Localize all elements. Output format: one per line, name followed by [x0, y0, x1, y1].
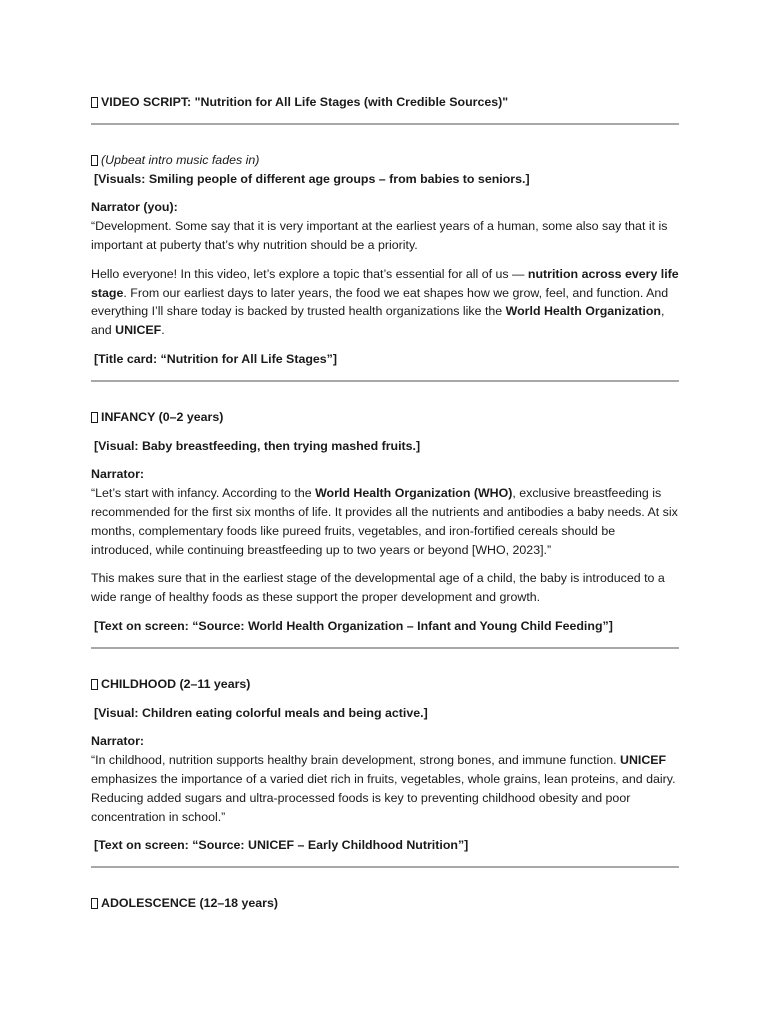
infancy-narrator-label: Narrator: [91, 467, 145, 482]
intro-music-text: (Upbeat intro music fades in) [101, 152, 260, 167]
bold-run: World Health Organization (WHO) [315, 486, 513, 501]
childhood-source: [Text on screen: “Source: UNICEF – Early Childhood Nutrition”] [94, 838, 469, 853]
document-page [91, 90, 679, 913]
divider [91, 866, 679, 868]
childhood-narrator-label: Narrator: [91, 734, 145, 749]
missing-emoji-icon [91, 155, 98, 166]
text-run: Hello everyone! In this video, let’s explore a topic that’s essential for all of us — [91, 266, 528, 281]
childhood-heading [91, 675, 679, 694]
text-run: . From our earliest days to later years, the food we eat shapes how we grow, feel, and function. And everything I’ll share today is backed by trusted health organizations like the [91, 285, 669, 319]
infancy-visual: [Visual: Baby breastfeeding, then trying mashed fruits.] [94, 438, 421, 453]
childhood-heading-text: CHILDHOOD (2–11 years) [101, 676, 251, 691]
divider [91, 647, 679, 649]
intro-music [91, 151, 679, 170]
text-run: emphasizes the importance of a varied diet rich in fruits, vegetables, whole grains, lean proteins, and dairy. Reducing added sugars and ultra-processed foods is key to preventing childhood obesity and poor concentration in school.” [91, 771, 676, 824]
bold-run: nutrition across every life stage [91, 266, 679, 300]
intro-paragraph-2 [91, 265, 679, 340]
childhood-paragraph-1 [91, 751, 679, 826]
intro-visual: [Visuals: Smiling people of different age groups – from babies to seniors.] [94, 171, 530, 186]
text-run: . [161, 323, 165, 338]
intro-title-card: [Title card: “Nutrition for All Life Stages”] [94, 351, 338, 366]
script-title [91, 93, 679, 112]
bold-run: World Health Organization [505, 304, 661, 319]
bold-run: UNICEF [115, 323, 162, 338]
divider [91, 123, 679, 125]
missing-emoji-icon [91, 412, 98, 423]
script-title-text: VIDEO SCRIPT: "Nutrition for All Life Stages (with Credible Sources)" [101, 95, 509, 109]
adolescence-heading [91, 894, 679, 913]
intro-paragraph-1: “Development. Some say that it is very important at the earliest years of a human, some also say that it is important at puberty that’s why nutrition should be a priority. [91, 219, 668, 252]
infancy-heading-text: INFANCY (0–2 years) [101, 409, 224, 424]
divider [91, 380, 679, 382]
infancy-paragraph-1 [91, 484, 679, 559]
bold-run: UNICEF [620, 753, 667, 768]
missing-emoji-icon [91, 679, 98, 690]
infancy-paragraph-2: This makes sure that in the earliest stage of the developmental age of a child, the baby is introduced to a wide range of healthy foods as these support the proper development and growth. [91, 571, 665, 605]
missing-emoji-icon [91, 97, 98, 108]
text-run: , exclusive breastfeeding is recommended for the first six months of life. It provides all the nutrients and antibodies a baby needs. At six months, complementary foods like pureed fruits, vegetables, and iron-fortified cereals should be introduced, while continuing breastfeeding up to two years or beyond [WHO, 2023].” [91, 486, 678, 557]
text-run: , and [91, 304, 665, 338]
infancy-source: [Text on screen: “Source: World Health Organization – Infant and Young Child Feeding”] [94, 618, 613, 633]
text-run: “Let’s start with infancy. According to the [91, 486, 316, 501]
intro-narrator-label: Narrator (you): [91, 200, 178, 215]
missing-emoji-icon [91, 898, 98, 909]
childhood-visual: [Visual: Children eating colorful meals and being active.] [94, 705, 428, 720]
adolescence-heading-text: ADOLESCENCE (12–18 years) [101, 896, 278, 911]
infancy-heading [91, 408, 679, 427]
text-run: “In childhood, nutrition supports healthy brain development, strong bones, and immune function. [91, 753, 620, 768]
